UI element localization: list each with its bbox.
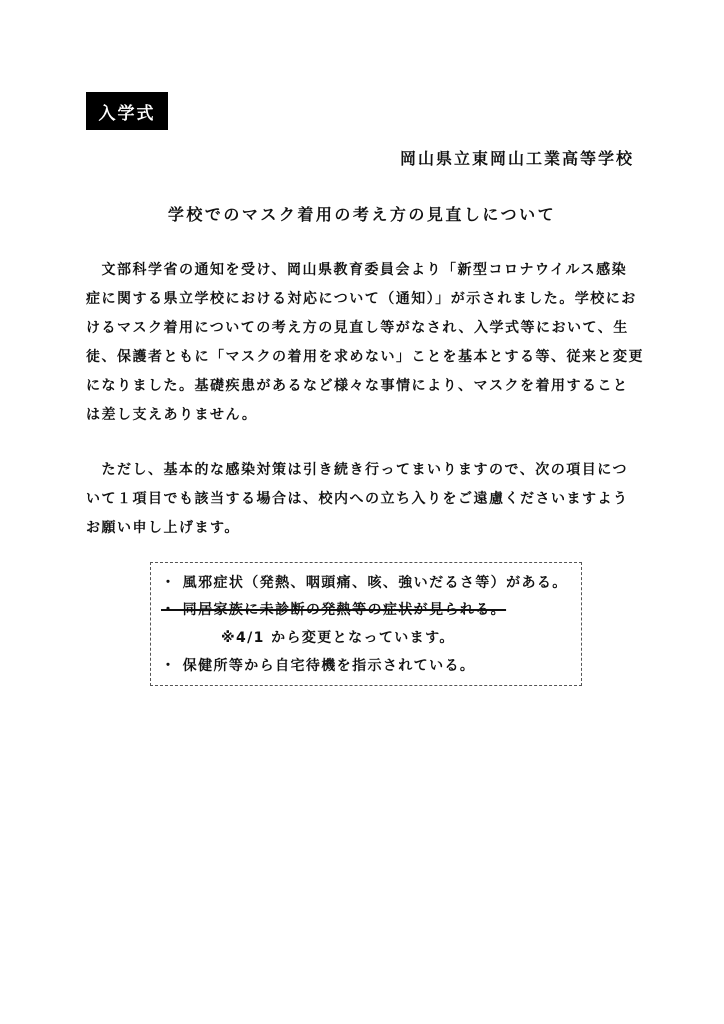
paragraph-line: 症に関する県立学校における対応について（通知）」が示されました。学校にお xyxy=(86,291,637,307)
paragraph-1 xyxy=(86,256,646,430)
paragraph-line: 文部科学省の通知を受け、岡山県教育委員会より「新型コロナウイルス感染 xyxy=(86,262,628,278)
paragraph-line: 徒、保護者ともに「マスクの着用を求めない」ことを基本とする等、従来と変更 xyxy=(86,349,644,365)
paragraph-line: けるマスク着用についての考え方の見直し等がなされ、入学式等において、生 xyxy=(86,320,629,336)
notice-item-home-wait: ・ 保健所等から自宅待機を指示されている。 xyxy=(161,658,476,674)
paragraph-line: は差し支えありません。 xyxy=(86,407,258,423)
paragraph-line: お願い申し上げます。 xyxy=(86,520,240,536)
notice-item-family-struck: ・ 同居家族に未診断の発熱等の症状が見られる。 xyxy=(161,602,507,618)
notice-box xyxy=(150,562,582,686)
paragraph-line: ただし、基本的な感染対策は引き続き行ってまいりますので、次の項目につ xyxy=(86,462,628,478)
paragraph-line: いて１項目でも該当する場合は、校内への立ち入りをご遠慮くださいますよう xyxy=(86,491,629,507)
school-name: 岡山県立東岡山工業高等学校 xyxy=(399,149,634,168)
notice-item-symptoms: ・ 風邪症状（発熱、咽頭痛、咳、強いだるさ等）がある。 xyxy=(161,575,568,591)
notice-change-note: ※4/1 から変更となっています。 xyxy=(221,630,455,646)
paragraph-2 xyxy=(86,456,646,543)
document-title: 学校でのマスク着用の考え方の見直しについて xyxy=(167,205,557,224)
paragraph-line: になりました。基礎疾患があるなど様々な事情により、マスクを着用すること xyxy=(86,378,629,394)
event-tag: 入学式 xyxy=(86,92,168,130)
